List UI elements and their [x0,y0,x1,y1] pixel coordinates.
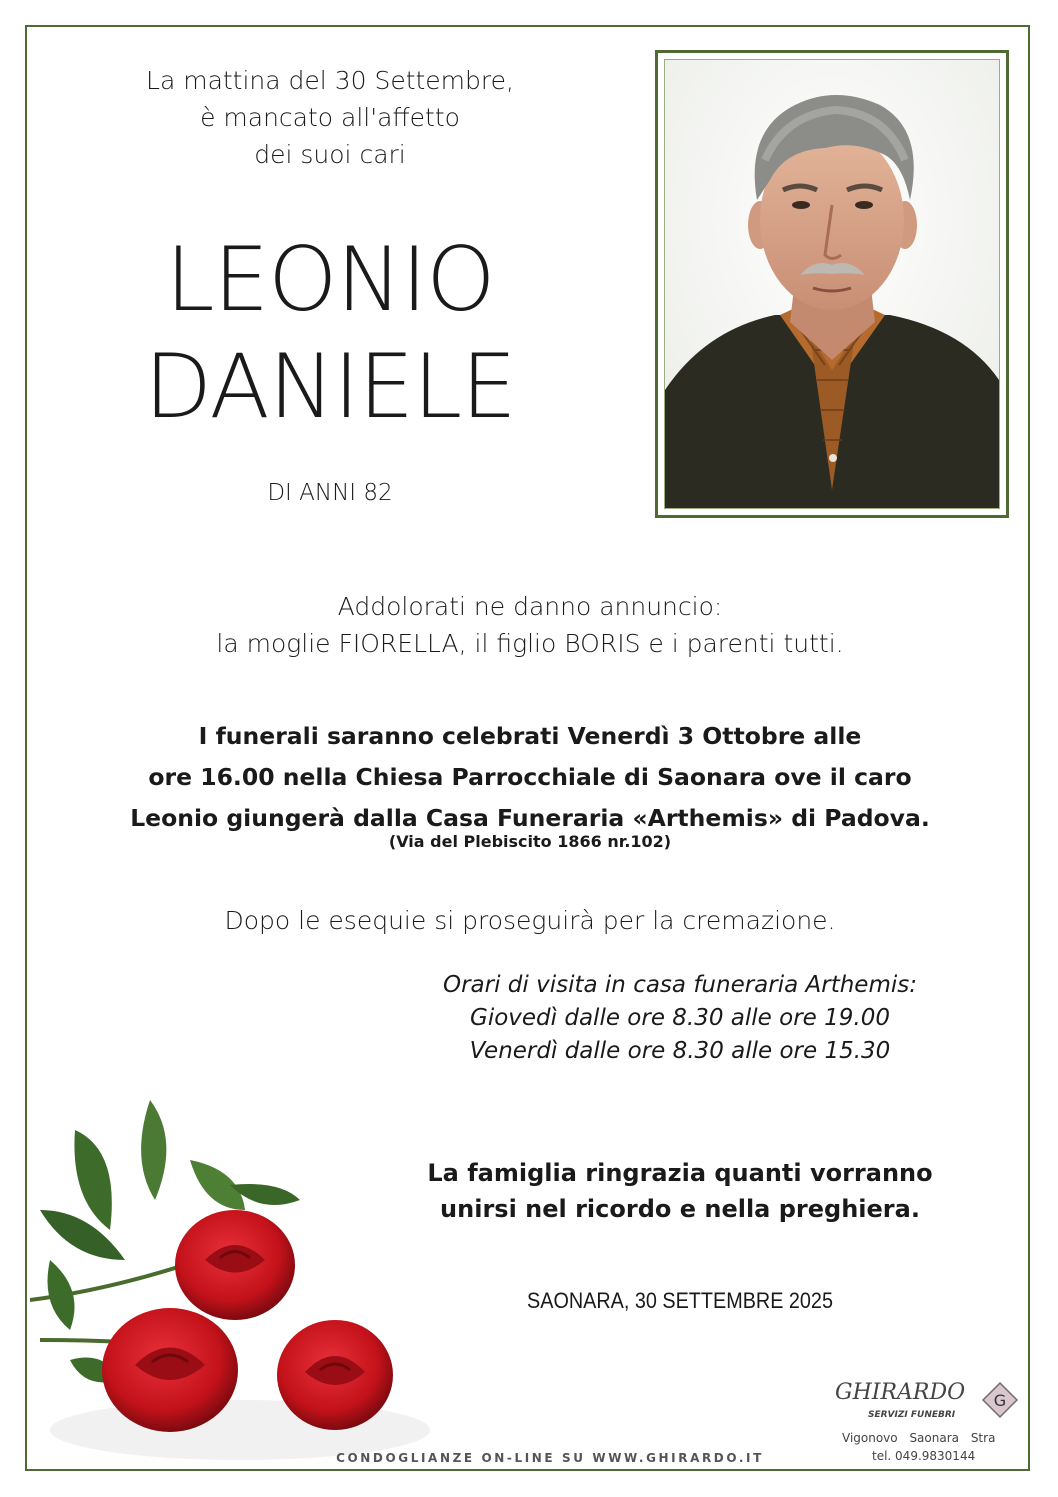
portrait-frame [655,50,1009,518]
dateline: SAONARA, 30 SETTEMBRE 2025 [527,1288,833,1313]
deceased-first-name: DANIELE [144,335,516,438]
intro-line-1: La mattina del 30 Settembre, [146,66,514,95]
announcement [130,588,930,662]
roses-icon [30,1090,430,1470]
funeral-line-3: Leonio giungerà dalla Casa Funeraria «Arthemis» di Padova. [130,804,930,832]
announcement-line-2: la moglie FIORELLA, il figlio BORIS e i parenti tutti. [216,629,844,658]
cremation-note: Dopo le esequie si proseguirà per la cremazione. [224,906,836,935]
visiting-hours-line-1: Orari di visita in casa funeraria Arthemis: [443,972,917,998]
online-condolences-footer: CONDOGLIANZE ON-LINE SU WWW.GHIRARDO.IT [336,1451,764,1465]
intro-text [100,62,560,173]
funeral-line-2: ore 16.00 nella Chiesa Parrocchiale di Saonara ove il caro [148,763,912,791]
intro-line-2: è mancato all'affetto [200,103,460,132]
funeral-home-locations: Vigonovo Saonara Stra [842,1431,996,1445]
portrait-illustration [665,60,999,508]
funeral-home-logo-name: GHIRARDO [835,1380,966,1405]
portrait-photo [664,59,1000,509]
roses-illustration [30,1090,430,1470]
family-thanks [400,1155,960,1227]
funeral-line-1: I funerali saranno celebrati Venerdì 3 Ottobre alle [198,722,862,750]
visiting-hours-line-2: Giovedì dalle ore 8.30 alle ore 19.00 [470,1005,890,1031]
funeral-home-logo-subtitle: SERVIZI FUNEBRI [868,1410,956,1420]
intro-line-3: dei suoi cari [254,140,406,169]
funeral-details [60,716,1000,839]
visiting-hours [420,969,940,1068]
funeral-address: (Via del Plebiscito 1866 nr.102) [388,832,672,851]
funeral-home-logo-icon [980,1380,1020,1420]
deceased-age: DI ANNI 82 [267,480,393,506]
thanks-line-1: La famiglia ringrazia quanti vorranno [427,1159,933,1187]
logo-letter: G [993,1391,1007,1410]
funeral-home-phone: tel. 049.9830144 [872,1449,976,1463]
visiting-hours-line-3: Venerdì dalle ore 8.30 alle ore 15.30 [469,1038,891,1064]
thanks-line-2: unirsi nel ricordo e nella preghiera. [440,1195,920,1223]
deceased-surname: LEONIO [165,228,495,331]
announcement-line-1: Addolorati ne danno annuncio: [337,592,723,621]
